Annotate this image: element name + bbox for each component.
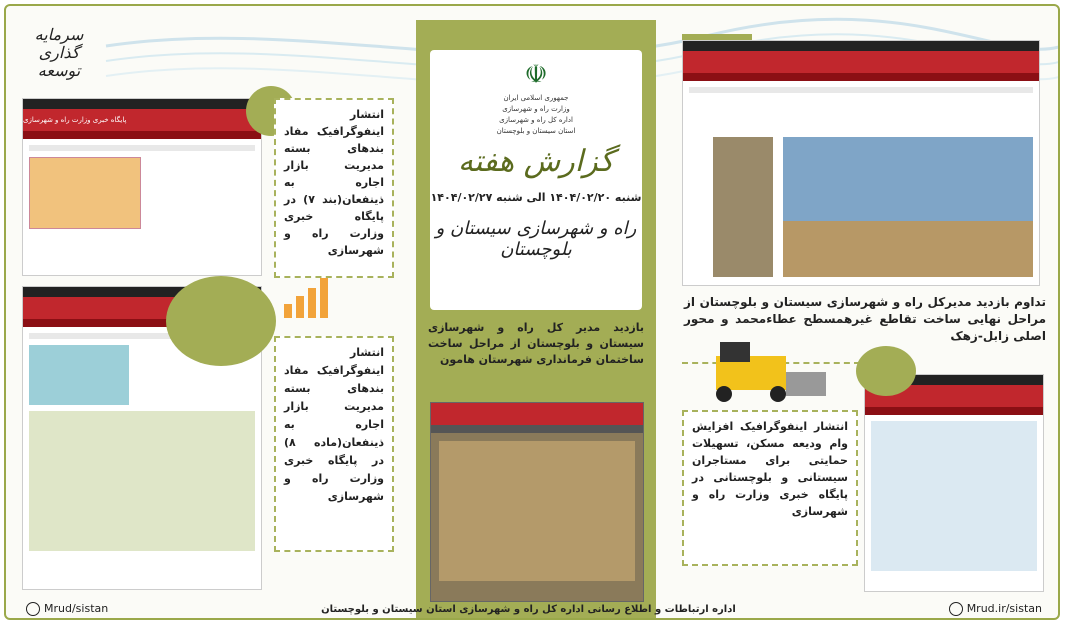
globe-icon (949, 602, 963, 616)
screenshot-interchange-visit (682, 40, 1040, 286)
logo: سرمایه گذاری توسعه (34, 25, 84, 80)
screenshot-hamoun-building (430, 402, 644, 602)
report-dates: شنبه ۱۴۰۴/۰۲/۲۰ الی شنبه ۱۴۰۴/۰۲/۲۷ (430, 191, 642, 204)
ministry-line-4: استان سیستان و بلوچستان (496, 127, 576, 135)
report-title: گزارش هفته (458, 144, 614, 179)
screenshot-housing-loan (864, 374, 1044, 592)
ministry-line-3: اداره کل راه و شهرسازی (499, 116, 573, 124)
growth-chart-icon (284, 268, 344, 318)
footer (6, 596, 1060, 620)
province-title: راه و شهرسازی سیستان و بلوچستان (435, 218, 637, 260)
iran-emblem-icon: ☫ (524, 60, 548, 90)
cover-card (430, 50, 642, 310)
screenshot-rent-band7 (22, 98, 262, 276)
site-header: پایگاه خبری وزارت راه و شهرسازی (23, 109, 261, 131)
footer-right[interactable]: Mrud.ir/sistan (949, 602, 1042, 616)
center-news-text: بازدید مدیر کل راه و شهرسازی سیستان و بلوچستان از مراحل ساخت ساختمان فرمانداری شهرستان هامون (428, 321, 644, 366)
ministry-line-1: جمهوری اسلامی ایران (503, 94, 569, 102)
text-infographic-housing-loan: انتشار اینفوگرافیک افزایش وام ودیعه مسکن، تسهیلات حمایتی برای مستاجران سیستانی و بلوچستانی در پایگاه خبری وزارت راه و شهرسازی (682, 410, 858, 566)
text-infographic-band7: انتشار اینفوگرافیک مفاد بندهای بسته مدیریت بازار اجاره به ذینفعان(بند ۷) در پایگاه خبری وزارت راه و شهرسازی (274, 98, 394, 278)
ministry-line-2: وزارت راه و شهرسازی (502, 105, 570, 113)
footer-left[interactable]: Mrud/sistan (26, 602, 108, 616)
excavator-icon (686, 342, 836, 406)
footer-center: اداره ارتباطات و اطلاع رسانی اداره کل راه و شهرسازی استان سیستان و بلوچستان (321, 603, 736, 615)
center-panel (416, 20, 656, 620)
text-infographic-article8: انتشار اینفوگرافیک مفاد بندهای بسته مدیریت بازار اجاره به ذینفعان(ماده ۸) در پایگاه خبری وزارت راه و شهرسازی (274, 336, 394, 552)
right-news-title: تداوم بازدید مدیرکل راه و شهرسازی سیستان و بلوچستان از مراحل نهایی ساخت تقاطع غیرهمسطح عطاءمحمد و محور اصلی زابل-زهک (684, 295, 1046, 343)
instagram-icon (26, 602, 40, 616)
bulletin-frame (4, 4, 1060, 620)
